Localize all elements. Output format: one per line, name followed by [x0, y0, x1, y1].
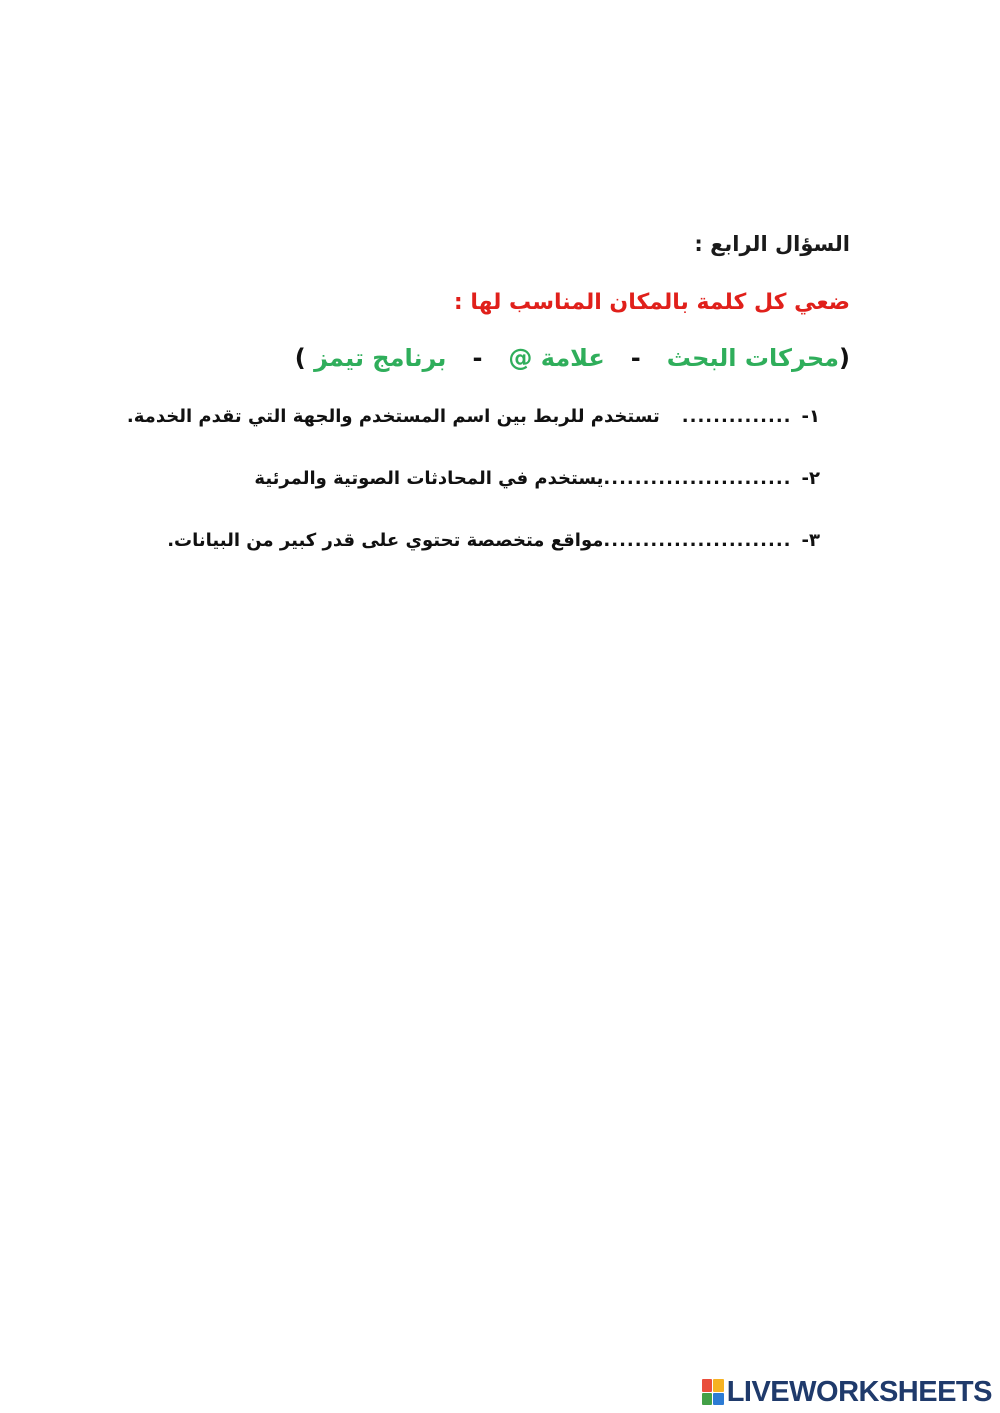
logo-tile: [702, 1379, 713, 1392]
logo-tile: [713, 1393, 724, 1406]
answer-blank[interactable]: ........................: [603, 530, 792, 551]
question-item: [167, 530, 820, 551]
logo-tile: [702, 1393, 713, 1406]
word-bank-separator: -: [630, 344, 641, 372]
word-bank-item-teams[interactable]: برنامج تيمز: [314, 344, 447, 372]
logo-tile: [713, 1379, 724, 1392]
word-bank-close-paren: ): [294, 344, 306, 372]
word-bank-item-search-engines[interactable]: محركات البحث: [666, 344, 840, 372]
item-text: تستخدم للربط بين اسم المستخدم والجهة التي تقدم الخدمة.: [126, 406, 660, 427]
word-bank: [295, 344, 850, 372]
question-item: [127, 406, 820, 427]
word-bank-open-paren: (: [839, 344, 850, 372]
answer-blank[interactable]: ........................: [603, 468, 792, 489]
item-number: ١-: [801, 406, 820, 427]
item-text: مواقع متخصصة تحتوي على قدر كبير من البيانات.: [167, 530, 604, 551]
item-number: ٣-: [801, 530, 820, 551]
brand-text: LIVEWORKSHEETS: [726, 1375, 992, 1408]
answer-blank[interactable]: ..............: [681, 406, 792, 427]
word-bank-separator: -: [472, 344, 483, 372]
liveworksheets-brand: [702, 1375, 992, 1409]
question-item: [254, 468, 820, 489]
item-text: يستخدم في المحادثات الصوتية والمرئية: [254, 468, 604, 489]
word-bank-item-at-sign[interactable]: علامة @: [508, 344, 605, 372]
liveworksheets-logo-icon: [702, 1379, 724, 1405]
item-number: ٢-: [801, 468, 820, 489]
instruction-text: ضعي كل كلمة بالمكان المناسب لها :: [453, 290, 850, 315]
question-title: السؤال الرابع :: [694, 232, 850, 256]
